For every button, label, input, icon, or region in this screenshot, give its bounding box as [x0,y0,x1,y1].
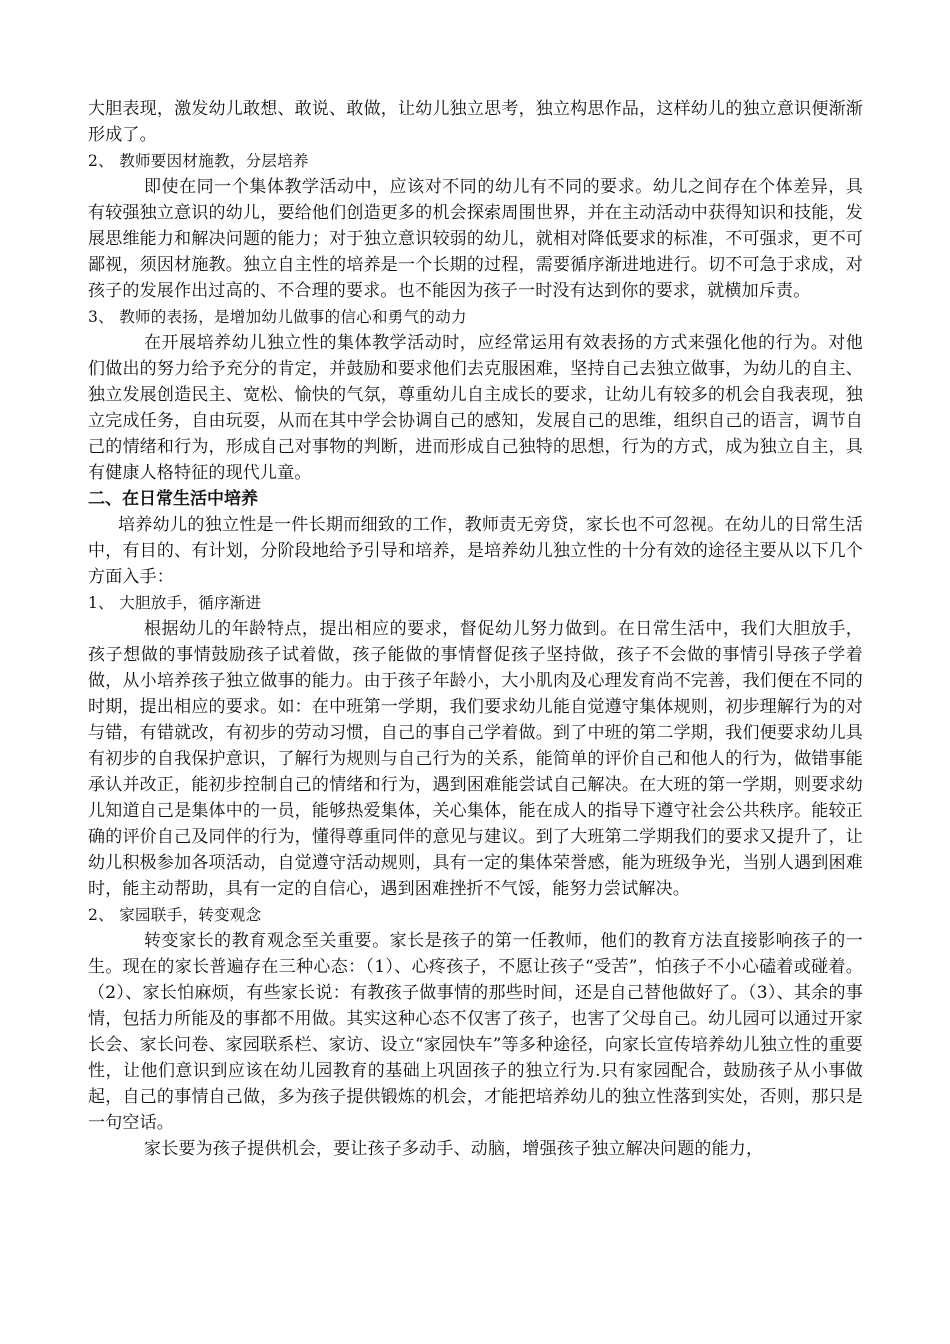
subheading-teach-by-aptitude: 2、 教师要因材施教，分层培养 [88,152,309,170]
subheading-teacher-praise: 3、 教师的表扬，是增加幼儿做事的信心和勇气的动力 [88,308,467,326]
subheading-home-school: 2、 家园联手，转变观念 [88,906,262,924]
paragraph-continuation: 大胆表现，激发幼儿敢想、敢说、敢做，让幼儿独立思考，独立构思作品，这样幼儿的独立意识便渐渐形成了。 [88,99,863,145]
section-heading-daily-life: 二、在日常生活中培养 [88,489,258,509]
paragraph-let-go-gradually: 根据幼儿的年龄特点，提出相应的要求，督促幼儿努力做到。在日常生活中，我们大胆放手，孩子想做的事情鼓励孩子试着做，孩子能做的事情督促孩子坚持做，孩子不会做的事情引导孩子学着做，从小培养孩子独立做事的能力。由于孩子年龄小，大小肌肉及心理发育尚不完善，我们便在不同的时期，提出相应的要求。如：在中班第一学期，我们要求幼儿能自觉遵守集体规则，初步理解行为的对与错，有错就改，有初步的劳动习惯，自己的事自己学着做。到了中班的第二学期，我们便要求幼儿具有初步的自我保护意识，了解行为规则与自己行为的关系，能简单的评价自己和他人的行为，做错事能承认并改正，能初步控制自己的情绪和行为，遇到困难能尝试自己解决。在大班的第一学期，则要求幼儿知道自己是集体中的一员，能够热爱集体，关心集体，能在成人的指导下遵守社会公共秩序。能较正确的评价自己及同伴的行为，懂得尊重同伴的意见与建议。到了大班第二学期我们的要求又提升了，让幼儿积极参加各项活动，自觉遵守活动规则，具有一定的集体荣誉感，能为班级争光，当别人遇到困难时，能主动帮助，具有一定的自信心，遇到困难挫折不气馁，能努力尝试解决。 [88,619,863,899]
document-page [88,96,863,1162]
paragraph-home-school: 转变家长的教育观念至关重要。家长是孩子的第一任教师，他们的教育方法直接影响孩子的一生。现在的家长普遍存在三种心态：（1）、心疼孩子，不愿让孩子“受苦”，怕孩子不小心磕着或碰着。（2）、家长怕麻烦，有些家长说：有教孩子做事情的那些时间，还是自己替他做好了。（3）、其余的事情，包括力所能及的事都不用做。其实这种心态不仅害了孩子，也害了父母自己。幼儿园可以通过开家长会、家长问卷、家园联系栏、家访、设立“家园快车”等多种途径，向家长宣传培养幼儿独立性的重要性，让他们意识到应该在幼儿园教育的基础上巩固孩子的独立行为.只有家园配合，鼓励孩子从小事做起，自己的事情自己做，多为孩子提供锻炼的机会，才能把培养幼儿的独立性落到实处，否则，那只是一句空话。 [88,931,863,1133]
paragraph-teach-by-aptitude: 即使在同一个集体教学活动中，应该对不同的幼儿有不同的要求。幼儿之间存在个体差异，具有较强独立意识的幼儿，要给他们创造更多的机会探索周围世界，并在主动活动中获得知识和技能，发展思维能力和解决问题的能力；对于独立意识较弱的幼儿，就相对降低要求的标准，不可强求，更不可鄙视，须因材施教。独立自主性的培养是一个长期的过程，需要循序渐进地进行。切不可急于求成，对孩子的发展作出过高的、不合理的要求。也不能因为孩子一时没有达到你的要求，就横加斥责。 [88,177,863,301]
paragraph-parents-opportunity: 家长要为孩子提供机会，要让孩子多动手、动脑，增强孩子独立解决问题的能力， [144,1139,764,1159]
paragraph-daily-life-intro: 培养幼儿的独立性是一件长期而细致的工作，教师责无旁贷，家长也不可忽视。在幼儿的日常生活中，有目的、有计划，分阶段地给予引导和培养，是培养幼儿独立性的十分有效的途径主要从以下几个方面入手： [88,515,863,587]
paragraph-teacher-praise: 在开展培养幼儿独立性的集体教学活动时，应经常运用有效表扬的方式来强化他的行为。对他们做出的努力给予充分的肯定，并鼓励和要求他们去克服困难，坚持自己去独立做事，为幼儿的自主、独立发展创造民主、宽松、愉快的气氛，尊重幼儿自主成长的要求，让幼儿有较多的机会自我表现，独立完成任务，自由玩耍，从而在其中学会协调自己的感知，发展自己的思维，组织自己的语言，调节自己的情绪和行为，形成自己对事物的判断，进而形成自己独特的思想，行为的方式，成为独立自主，具有健康人格特征的现代儿童。 [88,333,863,483]
subheading-let-go-gradually: 1、 大胆放手，循序渐进 [88,594,262,612]
